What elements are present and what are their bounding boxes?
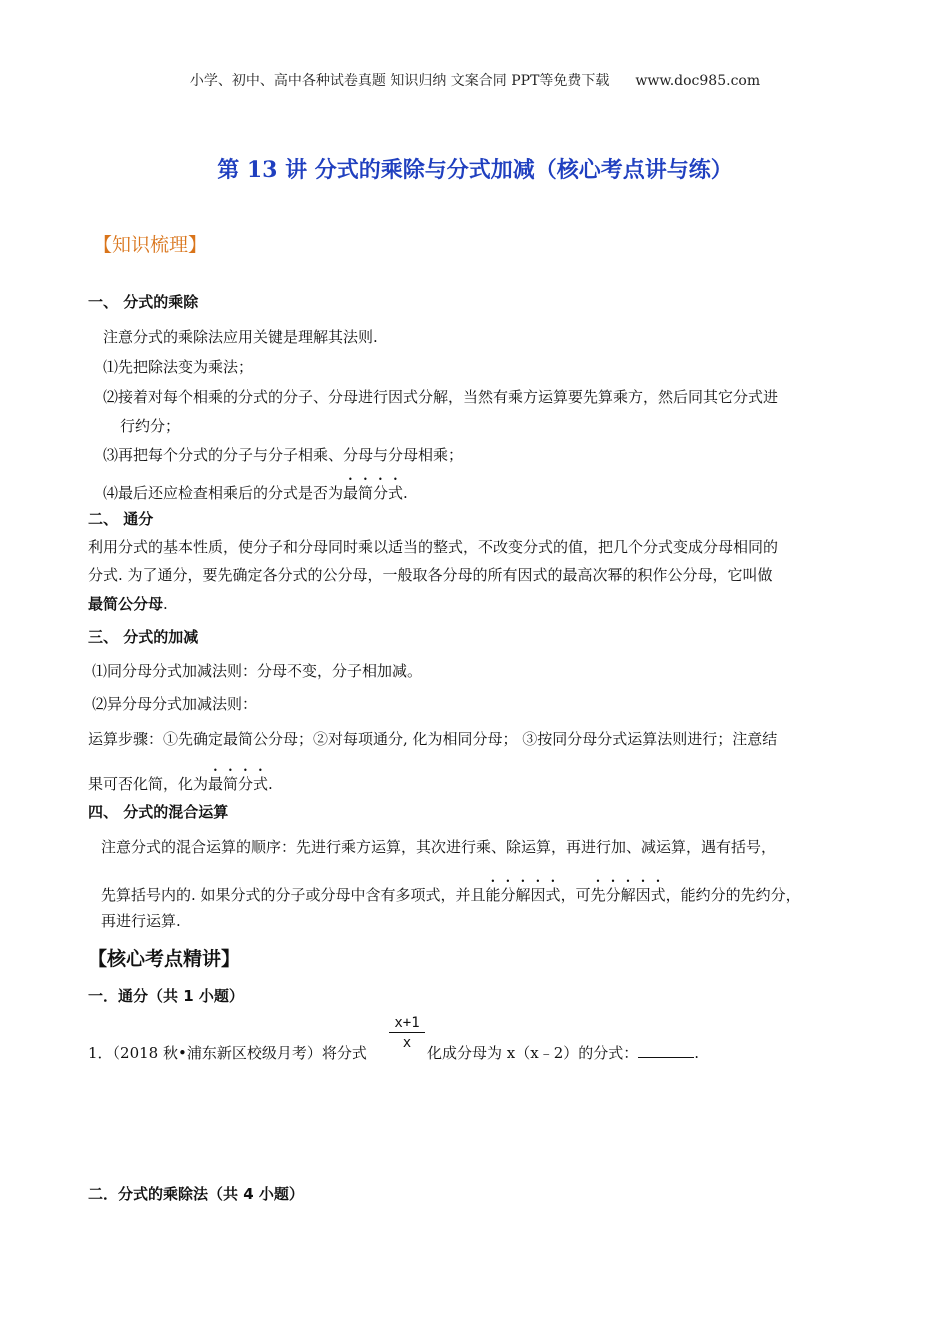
section-1-step-2b: 行约分； — [120, 417, 181, 435]
section-3-steps-line-1: 运算步骤：①先确定最简公分母；②对每项通分, 化为相同分母； ③按同分母分式运算法则进行；注意结 — [88, 730, 778, 748]
section-4-line-3: 再进行运算. — [101, 912, 181, 930]
section-2-heading: 二、 通分 — [88, 510, 154, 528]
section-4-line-1: 注意分式的混合运算的顺序：先进行乘方运算，其次进行乘、除运算，再进行加、减运算，遇有括号， — [101, 838, 777, 856]
line-2-post: ，能约分的先约分， — [665, 886, 801, 904]
fraction-numerator: x+1 — [389, 1015, 425, 1033]
core-heading: 【核心考点精讲】 — [88, 948, 241, 970]
question-1-end: . — [694, 1044, 700, 1062]
section-2-term: 最简公分母 — [88, 595, 164, 613]
section-3-heading: 三、 分式的加减 — [88, 628, 199, 646]
section-1-step-4 — [103, 475, 408, 503]
knowledge-heading: 【知识梳理】 — [93, 234, 208, 256]
section-4-heading: 四、 分式的混合运算 — [88, 803, 229, 821]
section-2-line-1: 利用分式的基本性质，使分子和分母同时乘以适当的整式，不改变分式的值，把几个分式变成分母相同的 — [88, 538, 779, 556]
section-2-line-3 — [88, 593, 168, 614]
line-2-emphasis-2: 先分解因式 — [590, 886, 666, 904]
section-1-heading: 一、 分式的乘除 — [88, 293, 199, 311]
section-1-step-2a: ⑵接着对每个相乘的分式的分子、分母进行因式分解，当然有乘方运算要先算乘方，然后同其它分式进 — [103, 388, 779, 406]
steps-line-2-emphasis: 最简分式 — [208, 775, 269, 793]
question-1-prefix: 1．（2018 秋•浦东新区校级月考）将分式 — [88, 1044, 367, 1062]
line-2-emphasis-1: 能分解因式 — [485, 886, 561, 904]
answer-blank[interactable] — [638, 1043, 694, 1058]
step-4-emphasis: 最简分式 — [343, 484, 404, 502]
line-2-mid: ，可 — [560, 886, 591, 904]
page-title: 第 13 讲 分式的乘除与分式加减（核心考点讲与练） — [217, 157, 733, 183]
section-1-step-1: ⑴先把除法变为乘法； — [103, 358, 254, 376]
section-2-line-2: 分式. 为了通分，要先确定各分式的公分母，一般取各分母的所有因式的最高次幂的积作公分母，它叫做 — [88, 566, 773, 584]
section-4-line-2 — [101, 877, 801, 905]
section-3-rule-2: ⑵异分母分式加减法则： — [92, 695, 258, 713]
part-1-heading: 一．通分（共 1 小题） — [88, 987, 244, 1005]
section-3-steps-line-2 — [88, 766, 273, 794]
question-1-body — [427, 1042, 699, 1063]
fraction-denominator: x — [402, 1035, 412, 1051]
section-1-step-3: ⑶再把每个分式的分子与分子相乘、分母与分母相乘； — [103, 446, 464, 464]
line-2-pre: 先算括号内的. 如果分式的分子或分母中含有多项式，并且 — [101, 886, 486, 904]
section-2-line-3-post: . — [163, 595, 168, 613]
page-header — [0, 70, 950, 90]
header-site[interactable]: www.doc985.com — [635, 73, 761, 89]
question-1-middle: 化成分母为 x（x﹣2）的分式： — [427, 1044, 639, 1062]
section-1-intro: 注意分式的乘除法应用关键是理解其法则. — [103, 328, 378, 346]
step-4-post: . — [403, 484, 408, 502]
header-text: 小学、初中、高中各种试卷真题 知识归纳 文案合同 PPT等免费下载 — [189, 73, 610, 89]
steps-line-2-post: . — [268, 775, 273, 793]
section-3-rule-1: ⑴同分母分式加减法则：分母不变，分子相加减。 — [92, 662, 423, 680]
steps-line-2-pre: 果可否化简，化为 — [88, 775, 209, 793]
step-4-pre: ⑷最后还应检查相乘后的分式是否为 — [103, 484, 344, 502]
question-1-fraction — [389, 1015, 425, 1051]
part-2-heading: 二．分式的乘除法（共 4 小题） — [88, 1185, 304, 1203]
